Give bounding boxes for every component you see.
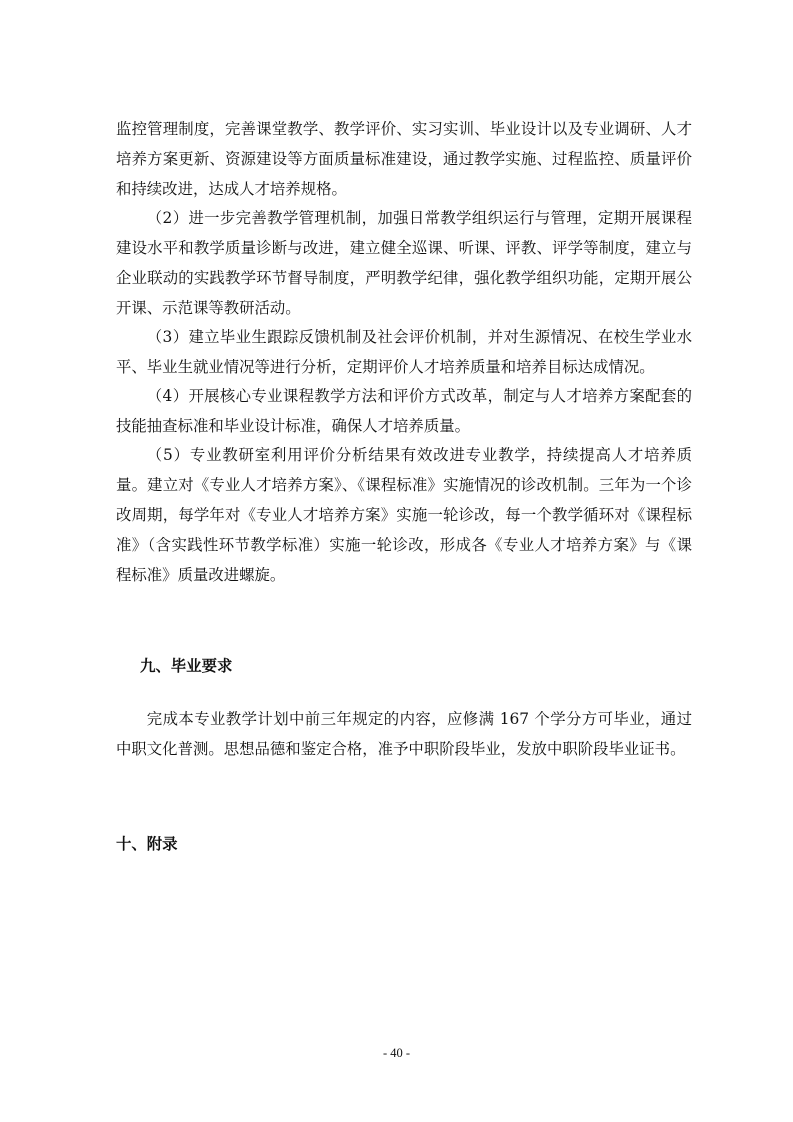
paragraph-core-course-reform: （4）开展核心专业课程教学方法和评价方式改革，制定与人才培养方案配套的技能抽查标准和毕业设计标准，确保人才培养质量。: [116, 387, 692, 435]
paragraph-diagnosis-improvement: （5）专业教研室利用评价分析结果有效改进专业教学，持续提高人才培养质量。建立对《专业人才培养方案》、《课程标准》实施情况的诊改机制。三年为一个诊改周期，每学年对《专业人才培养方案》实施一轮诊改，每一个教学循环对《课程标准》（含实践性环节教学标准）实施一轮诊改，形成各《专业人才培养方案》与《课程标准》质量改进螺旋。: [116, 446, 692, 584]
section-heading-graduation-requirements: 九、毕业要求: [140, 657, 233, 675]
paragraph-graduate-tracking: （3）建立毕业生跟踪反馈机制及社会评价机制，并对生源情况、在校生学业水平、毕业生就业情况等进行分析，定期评价人才培养质量和培养目标达成情况。: [116, 328, 692, 376]
section-heading-appendix: 十、附录: [116, 835, 178, 853]
page-number: - 40 -: [382, 1046, 411, 1060]
paragraph-quality-standards: 监控管理制度，完善课堂教学、教学评价、实习实训、毕业设计以及专业调研、人才培养方案更新、资源建设等方面质量标准建设，通过教学实施、过程监控、质量评价和持续改进，达成人才培养规格。: [116, 120, 692, 198]
paragraph-graduation-requirements: 完成本专业教学计划中前三年规定的内容，应修满 167 个学分方可毕业，通过中职文化普测。思想品德和鉴定合格，准予中职阶段毕业，发放中职阶段毕业证书。: [116, 710, 692, 758]
paragraph-teaching-management: （2）进一步完善教学管理机制，加强日常教学组织运行与管理，定期开展课程建设水平和教学质量诊断与改进，建立健全巡课、听课、评教、评学等制度，建立与企业联动的实践教学环节督导制度，严明教学纪律，强化教学组织功能，定期开展公开课、示范课等教研活动。: [116, 209, 692, 317]
